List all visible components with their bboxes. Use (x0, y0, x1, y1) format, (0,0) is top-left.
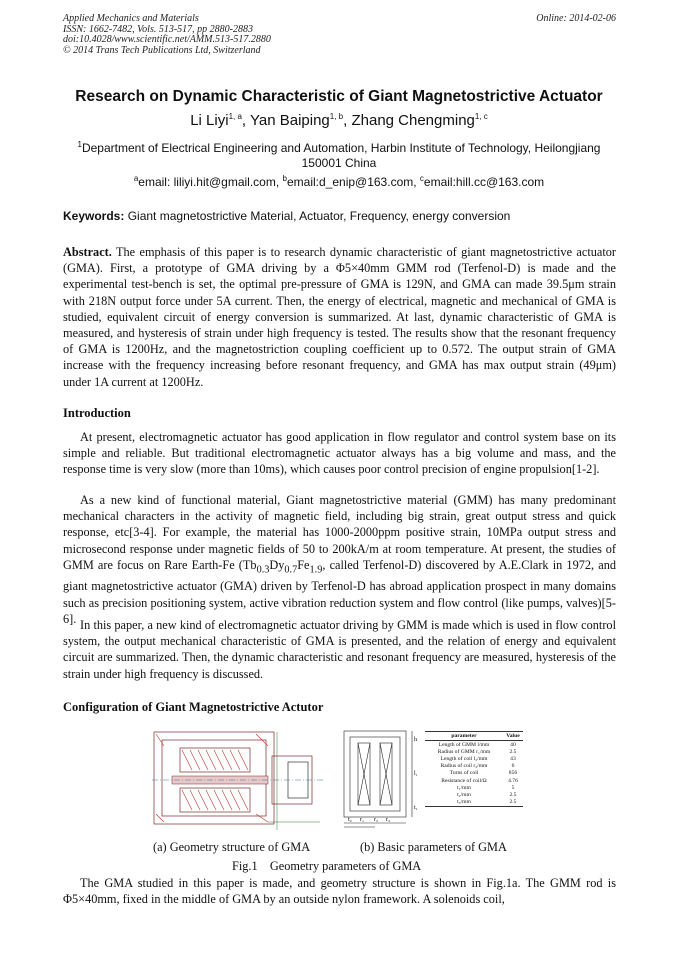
author-name: Yan Baiping (249, 112, 330, 129)
email-sup: c (419, 174, 424, 183)
doi-line: doi:10.4028/www.scientific.net/AMM.513-517.2880 (63, 34, 271, 45)
table-row (425, 777, 523, 784)
table-cell: Turns of coil (449, 770, 479, 777)
figure-caption-b: (b) Basic parameters of GMA (360, 840, 507, 854)
intro-paragraph-1: At present, electromagnetic actuator has good application in flow regulator and control system base on its simple and reliable. But traditional electromagnetic actuator always has a big volume and mass, and the response time is very slow (more than 10ms), which causes poor control precision of engine propulsion[1-2]. (63, 430, 616, 477)
table-cell: t₃/mm (425, 799, 503, 807)
email-text: email:d_enip@163.com, (286, 175, 417, 189)
table-cell: 40 (510, 741, 516, 748)
email-list (40, 174, 638, 189)
copyright-line: © 2014 Trans Tech Publications Ltd, Switzerland (63, 44, 261, 56)
author-sup: 1, b (329, 112, 344, 121)
journal-meta (63, 14, 616, 56)
figure-caption: Fig.1 Geometry parameters of GMA (232, 859, 422, 873)
table-header: Value (503, 732, 523, 741)
table-cell: 2.5 (509, 748, 517, 755)
dim-label-r2: r₂ (374, 817, 379, 823)
table-header: parameter (425, 732, 503, 741)
config-paragraph-1: The GMA studied in this paper is made, and geometry structure is shown in Fig.1a. The GMM rod is Φ5×40mm, fixed in the middle of GMA by an outside nylon framework. A solenoids coil, (63, 876, 616, 907)
subscript: 0.3 (256, 564, 270, 576)
table-cell: Radius of GMM r₁/mm (437, 748, 491, 755)
dim-label-h: h (414, 737, 417, 743)
affiliation-sup: 1 (77, 140, 82, 149)
table-cell: 2.5 (509, 791, 517, 798)
journal-name: Applied Mechanics and Materials (63, 13, 199, 24)
gma-structure-drawing (152, 726, 324, 836)
issn-line: ISSN: 1662-7482, Vols. 513-517, pp 2880-2883 (63, 23, 253, 35)
table-row (425, 741, 523, 749)
table-row (425, 784, 523, 791)
affiliation (60, 137, 618, 171)
author-sup: 1, a (228, 112, 242, 121)
parameter-table (425, 731, 523, 807)
table-cell: 43 (510, 755, 516, 762)
abstract-label: Abstract. (63, 245, 112, 259)
keywords-label: Keywords: (63, 209, 125, 223)
text-run: Fe (297, 557, 310, 572)
table-cell: 2.5 (503, 799, 523, 807)
table-row (425, 799, 523, 807)
text-run: Dy (269, 557, 285, 572)
table-row (425, 770, 523, 777)
email-sup: a (133, 174, 139, 183)
table-cell: 856 (508, 770, 518, 777)
dim-label-r3: r₃ (386, 817, 391, 823)
abstract-text: The emphasis of this paper is to research dynamic characteristic of giant magnetostrictive actuator (GMA). First, a prototype of GMA driving by a Φ5×40mm GMM rod (Terfenol-D) is made and the experimental test-bench is set, the optimal pre-pressure of GMA is 129N, and GMA can made 39.5μm strain with 218N output force under 5A current. Then, the energy of electrical, magnetic and mechanical of GMA is studied, equivalent circuit of energy conversion is summarized. At last, dynamic characteristic of GMA is measured, and hysteresis of strain under high frequency is tested. The results show that the resonant frequency of GMA is 1200Hz, and the magnetostriction coupling coefficient up to 0.572. The output strain of GMA increase with the frequency increasing before resonant frequency, and GMA has max output strain (49μm) under 1A current at 1200Hz. (63, 245, 616, 389)
author-name: Li Liyi (190, 112, 229, 129)
table-header-row (425, 732, 523, 741)
table-cell: 6 (511, 763, 515, 770)
author-sup: 1, c (474, 112, 488, 121)
keywords-text: Giant magnetostrictive Material, Actuator, Frequency, energy conversion (127, 209, 511, 223)
affiliation-text: Department of Electrical Engineering and Automation, Harbin Institute of Technology, Heilongjiang 150001 China (81, 141, 601, 170)
online-date: Online: 2014-02-06 (536, 13, 616, 24)
dim-label-r1: r₁ (360, 817, 365, 823)
table-cell: Length of GMM l/mm (438, 741, 490, 748)
table-row (425, 748, 523, 755)
email-text: email: liliyi.hit@gmail.com, (138, 175, 280, 189)
text-run: As a new kind of functional material, Giant magnetostrictive material (GMM) has many predominant mechanical characters in the activity of magnetic field, including big strain, great output stress and quick response, etc[3-4]. For example, the material has 1000-2000ppm positive strain, 10MPa output stress and microsecond response under magnetic fields of 50 to 200kA/m at room temperature. At present, the studies of GMM are focus on Rare Earth-Fe (Tb (63, 493, 616, 572)
table-row (425, 763, 523, 770)
author-name: Zhang Chengming (351, 112, 475, 129)
intro-paragraph-3: In this paper, a new kind of electromagnetic actuator driving by GMM is made which is used in flow control system, the output mechanical characteristic of GMA is presented, and the relation of energy and equivalent circuit are summarized. Then, the dynamic characteristic and resonant frequency are measured, hysteresis of the strain under high frequency is discussed. (63, 618, 616, 681)
email-text: email:hill.cc@163.com (423, 175, 545, 189)
text-run: , called Terfenol-D) discovered by A.E.Clark in 1972, and giant magnetostrictive actuator (GMA) driven by Terfenol-D has abroad application prospect in many domains such as precision positioning system, active vibration reduction system and flow control (like pumps, valves)[5-6]. (63, 557, 616, 626)
dim-label-t1: t₁ (414, 805, 418, 811)
gma-structure-svg (152, 726, 324, 836)
paper-title: Research on Dynamic Characteristic of Giant Magnetostrictive Actuator (75, 88, 603, 105)
table-cell: Length of coil l₂/mm (440, 755, 488, 762)
dim-label-t2: t₂ (348, 817, 352, 823)
dim-label-l1: l₁ (414, 771, 418, 777)
keywords (63, 209, 623, 223)
table-cell: Resistance of coil/Ω (441, 777, 487, 784)
table-cell: t₂/mm (457, 791, 471, 798)
abstract (63, 244, 616, 390)
table-row (425, 755, 523, 762)
author-list: Li Liyi$^{1, a}$, Yan Baiping$^{1, b}$, Zhang Chengming$^{1, c}$ (190, 112, 488, 129)
figure-caption-a: (a) Geometry structure of GMA (153, 840, 311, 854)
intro-paragraph-2 (63, 492, 616, 627)
subscript: 0.7 (284, 564, 298, 576)
subscript: 1.9 (309, 564, 323, 576)
section-heading-configuration: Configuration of Giant Magnetostrictive Actutor (63, 700, 324, 714)
section-heading-introduction: Introduction (63, 406, 131, 420)
table-row (425, 791, 523, 798)
email-sup: b (282, 174, 287, 183)
table-cell: 5 (511, 784, 515, 791)
table-cell: t₁/mm (457, 784, 471, 791)
table-cell: Radius of coil r₂/mm (440, 763, 488, 770)
table-cell: 4.76 (508, 777, 518, 784)
